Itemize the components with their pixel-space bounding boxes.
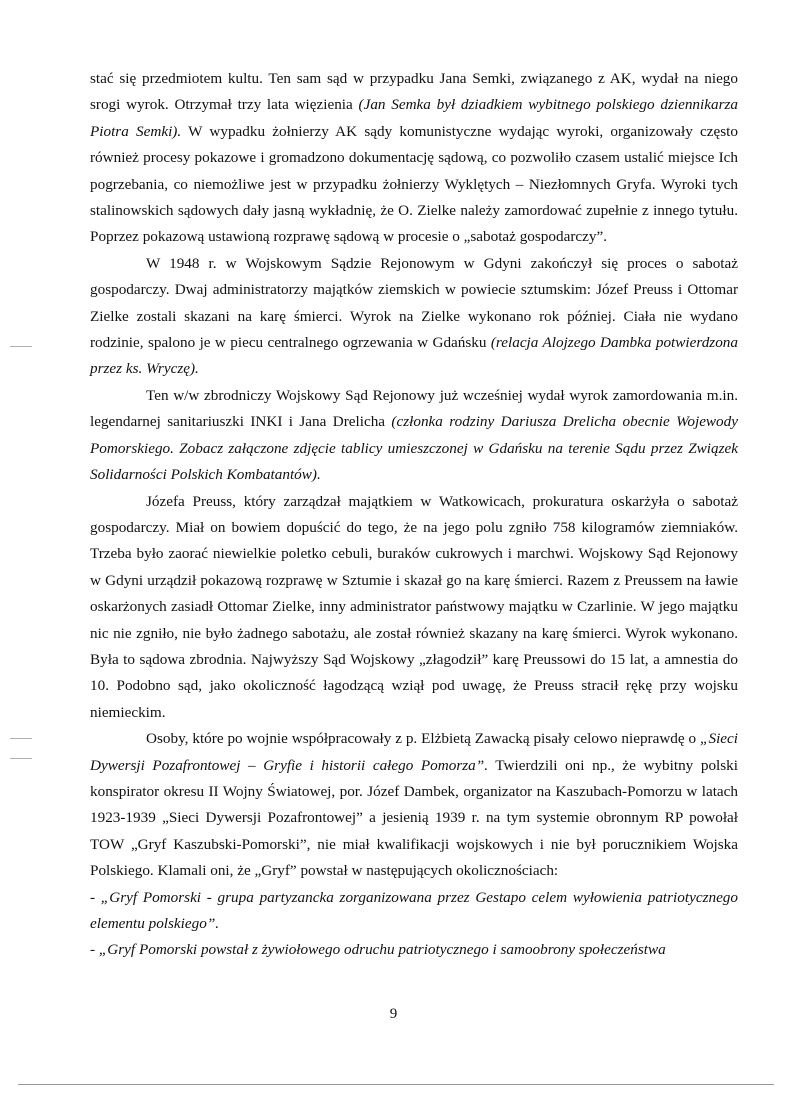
italic-text: (Jan Semka był dziadkiem wybitnego polskiego dziennikarza Piotra Semki).	[90, 96, 738, 140]
text-run: -	[90, 941, 99, 959]
italic-text: „Gryf Pomorski - grupa partyzancka zorganizowana przez Gestapo celem wyłowienia patriotycznego elementu polskiego”.	[90, 888, 738, 932]
bottom-rule	[18, 1084, 774, 1085]
text-run: Józefa Preuss, który zarządzał majątkiem w Watkowicach, prokuratura oskarżyła o sabotaż gospodarczy. Miał on bowiem dopuścić do tego, że na jego polu zgniło 758 kilogramów ziemniaków. Trzeba było zaorać niewielkie poletko cebuli, buraków cukrowych i marchwi. Wojskowy Sąd Rejonowy w Gdyni urządził pokazową rozprawę w Sztumie i skazał go na karę śmierci. Razem z Preussem na ławie oskarżonych zasiadł Ottomar Zielke, inny administrator państwowy majątku w Czarlinie. W jego majątku nic nie zgniło, nie było żadnego sabotażu, ale został również skazany na karę śmierci. Wyrok wykonano. Była to sądowa zbrodnia. Najwyższy Sąd Wojskowy „złagodził” karę Preussowi do 15 lat, a amnestia do 10. Podobno sąd, jako okoliczność łagodzącą wziął pod uwagę, że Preuss stracił rękę przy wojsku niemieckim.	[90, 492, 738, 721]
paragraph	[90, 937, 738, 963]
margin-mark	[10, 738, 32, 739]
margin-mark	[10, 758, 32, 759]
paragraph	[90, 251, 738, 383]
italic-text: „Sieci Dywersji Pozafrontowej – Gryfie i historii całego Pomorza”.	[90, 730, 738, 774]
paragraph	[90, 66, 738, 251]
text-run: W 1948 r. w Wojskowym Sądzie Rejonowym w Gdyni zakończył się proces o sabotaż gospodarczy. Dwaj administratorzy majątków ziemskich w powiecie sztumskim: Józef Preuss i Ottomar Zielke zostali skazani na karę śmierci. Wyrok na Zielke wykonano rok później. Ciała nie wydano rodzinie, spalono je w piecu centralnego ogrzewania w Gdańsku	[90, 254, 738, 352]
text-run: stać się przedmiotem kultu. Ten sam sąd w przypadku Jana Semki, związanego z AK, wydał na niego srogi wyrok. Otrzymał trzy lata więzienia	[90, 70, 738, 114]
italic-text: (relacja Alojzego Dambka potwierdzona przez ks. Wryczę).	[90, 334, 738, 378]
text-run: W wypadku żołnierzy AK sądy komunistyczne wydając wyroki, organizowały często również procesy pokazowe i gromadzono dokumentację sądową, co pozwoliło czasem ustalić miejsce Ich pogrzebania, co niemożliwe jest w przypadku żołnierzy Wyklętych – Niezłomnych Gryfa. Wyroki tych stalinowskich sądowych dały jasną wykładnię, że O. Zielke należy zamordować zupełnie z innego tytułu. Poprzez pokazową ustawioną rozprawę sądową w procesie o „sabotaż gospodarczy”.	[90, 122, 738, 246]
text-run: Osoby, które po wojnie współpracowały z p. Elżbietą Zawacką pisały celowo nieprawdę o	[146, 730, 701, 748]
paragraph	[90, 726, 738, 884]
paragraph	[90, 489, 738, 727]
text-run: -	[90, 888, 101, 906]
paragraph	[90, 885, 738, 938]
text-run: Twierdzili oni np., że wybitny polski konspirator okresu II Wojny Światowej, por. Józef Dambek, organizator na Kaszubach-Pomorzu w latach 1923-1939 „Sieci Dywersji Pozafrontowej” a jesienią 1939 r. na tym systemie obronnym RP powołał TOW „Gryf Kaszubski-Pomorski”, nie miał kwalifikacji wojskowych i nie był porucznikiem Wojska Polskiego. Klamali oni, że „Gryf” powstał w następujących okolicznościach:	[90, 756, 738, 880]
italic-text: (członka rodziny Dariusza Drelicha obecnie Wojewody Pomorskiego. Zobacz załączone zdjęcie tablicy umieszczonej w Gdańsku na terenie Sądu przez Związek Solidarności Polskich Kombatantów).	[90, 413, 738, 484]
margin-mark	[10, 346, 32, 347]
paragraph	[90, 383, 738, 489]
italic-text: „Gryf Pomorski powstał z żywiołowego odruchu patriotycznego i samoobrony społeczeństwa	[98, 941, 666, 959]
body-text	[90, 66, 738, 964]
page-number: 9	[389, 1006, 398, 1022]
text-run: Ten w/w zbrodniczy Wojskowy Sąd Rejonowy już wcześniej wydał wyrok zamordowania m.in. legendarnej sanitariuszki INKI i Jana Drelicha	[90, 386, 738, 431]
